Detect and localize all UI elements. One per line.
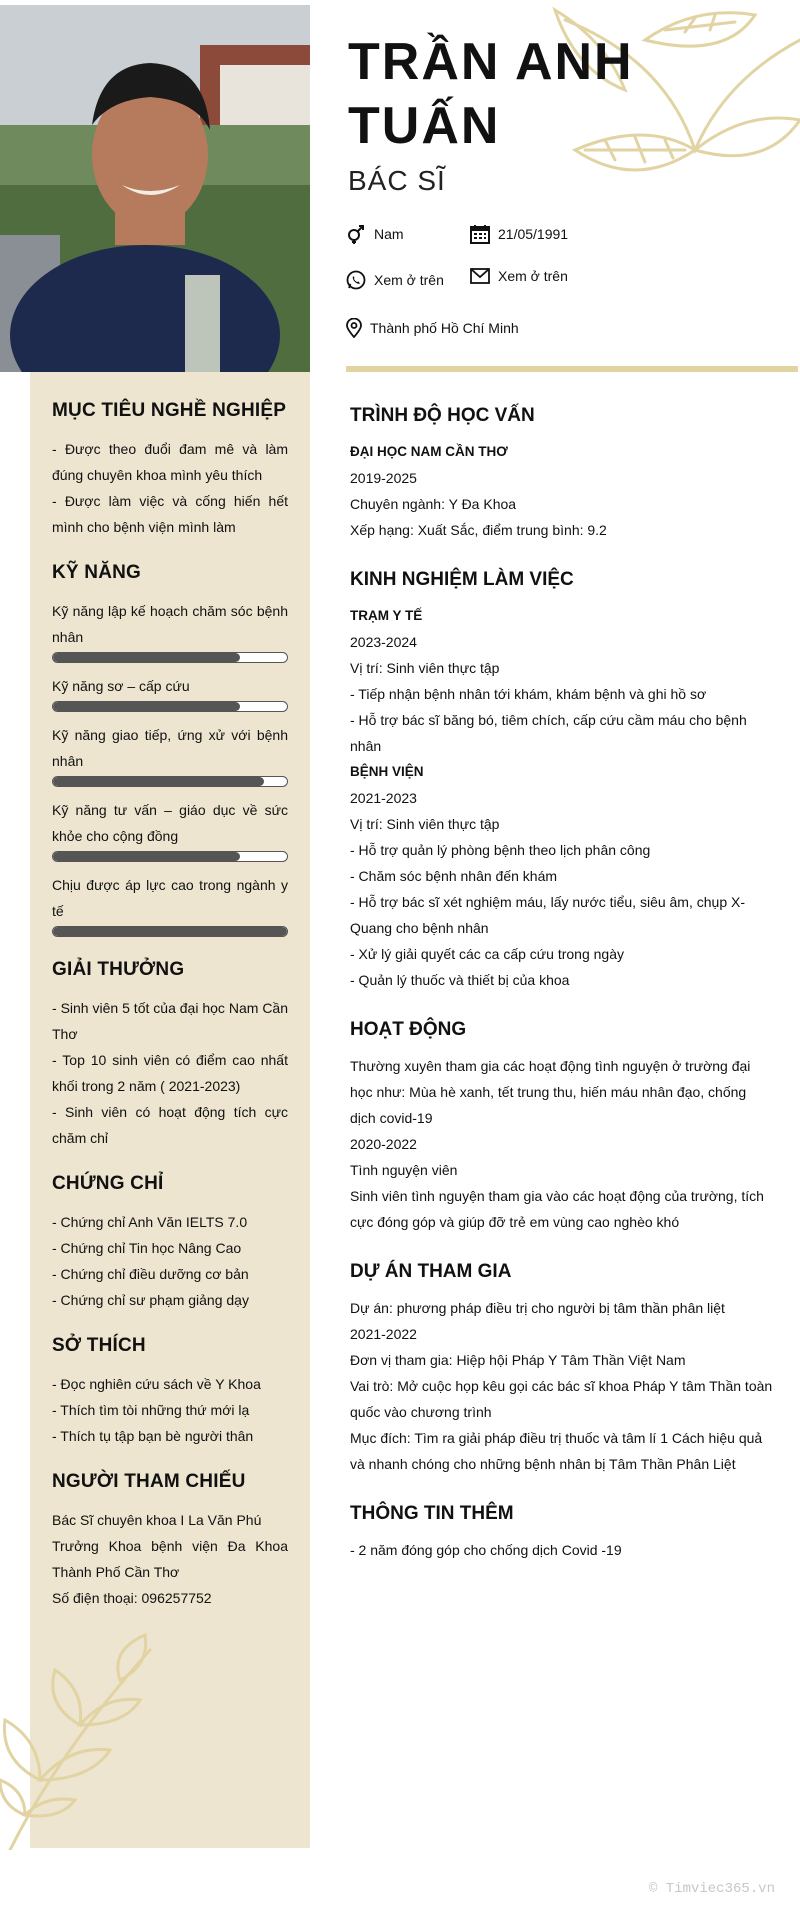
watermark-footer: © Timviec365.vn (648, 1881, 775, 1897)
certificate-line: - Chứng chỉ Anh Văn IELTS 7.0 (52, 1214, 248, 1230)
skills-heading: KỸ NĂNG (52, 562, 142, 583)
references-heading: NGƯỜI THAM CHIẾU (52, 1471, 246, 1492)
address-value: Thành phố Hồ Chí Minh (370, 320, 519, 336)
name-line-1: TRẦN ANH (348, 33, 634, 91)
reference-line: Bác Sĩ chuyên khoa I La Văn Phú (52, 1512, 262, 1528)
project-line: 2021-2022 (350, 1326, 417, 1342)
skill-bar (52, 652, 288, 663)
skill-item (52, 673, 288, 712)
skill-bar-fill (53, 653, 240, 662)
activities-section (350, 1019, 775, 1235)
skills-section (52, 562, 288, 937)
education-line: Chuyên ngành: Y Đa Khoa (350, 496, 517, 512)
skill-bar (52, 701, 288, 712)
email-value: Xem ở trên (498, 268, 568, 284)
activities-heading: HOẠT ĐỘNG (350, 1019, 467, 1040)
location-pin-icon (346, 318, 362, 338)
projects-heading: DỰ ÁN THAM GIA (350, 1261, 512, 1282)
job-title: BÁC SĨ (348, 165, 446, 196)
job-line: Vị trí: Sinh viên thực tập (350, 816, 500, 832)
certificates-heading: CHỨNG CHỈ (52, 1173, 164, 1194)
hobby-line: - Thích tụ tập bạn bè người thân (52, 1428, 254, 1444)
education-line: Xếp hạng: Xuất Sắc, điểm trung bình: 9.2 (350, 522, 607, 538)
job-org: BỆNH VIỆN (350, 764, 424, 779)
header-divider (346, 366, 798, 372)
skill-bar (52, 776, 288, 787)
skill-label: Kỹ năng tư vấn – giáo dục về sức khỏe cho cộng đồng (52, 802, 288, 844)
reference-line: Trưởng Khoa bệnh viện Đa Khoa Thành Phố Cần Thơ (52, 1538, 288, 1580)
hobby-line: - Đọc nghiên cứu sách về Y Khoa (52, 1376, 261, 1392)
activity-line: Tình nguyện viên (350, 1162, 458, 1178)
main-content (350, 405, 775, 1589)
email-info (470, 268, 568, 284)
job-line: - Xử lý giải quyết các ca cấp cứu trong ngày (350, 946, 624, 962)
calendar-icon (470, 224, 490, 244)
certificate-line: - Chứng chỉ điều dưỡng cơ bản (52, 1266, 249, 1282)
objective-line: - Được làm việc và cống hiến hết mình cho bệnh viện mình làm (52, 493, 288, 535)
extra-info-heading: THÔNG TIN THÊM (350, 1503, 514, 1524)
job-line: - Hỗ trợ bác sĩ băng bó, tiêm chích, cấp cứu cầm máu cho bệnh nhân (350, 712, 747, 754)
skill-bar-fill (53, 852, 240, 861)
skill-item (52, 722, 288, 787)
skill-item (52, 872, 288, 937)
skill-bar-fill (53, 702, 240, 711)
skill-item (52, 797, 288, 862)
job-line: - Quản lý thuốc và thiết bị của khoa (350, 972, 570, 988)
extra-info-line: - 2 năm đóng góp cho chống dịch Covid -19 (350, 1542, 622, 1558)
gender-icon (346, 224, 366, 244)
birthday-value: 21/05/1991 (498, 226, 569, 242)
project-line: Mục đích: Tìm ra giải pháp điều trị thuốc và tâm lí 1 Cách hiệu quả và nhanh chóng cho những bệnh nhân bị Tâm Thần Phân Liệt (350, 1430, 763, 1472)
award-line: - Sinh viên 5 tốt của đại học Nam Cần Thơ (52, 1000, 288, 1042)
phone-value: Xem ở trên (374, 272, 444, 288)
skill-bar-fill (53, 927, 287, 936)
hobby-line: - Thích tìm tòi những thứ mới lạ (52, 1402, 250, 1418)
objective-heading: MỤC TIÊU NGHỀ NGHIỆP (52, 400, 287, 421)
candidate-name (348, 30, 634, 158)
reference-line: Số điện thoại: 096257752 (52, 1590, 212, 1606)
awards-section (52, 959, 288, 1151)
job-line: 2021-2023 (350, 790, 417, 806)
objective-line: - Được theo đuổi đam mê và làm đúng chuyên khoa mình yêu thích (52, 441, 288, 483)
job-org: TRẠM Y TẾ (350, 608, 423, 623)
project-line: Vai trò: Mở cuộc họp kêu gọi các bác sĩ khoa Pháp Y tâm Thần toàn quốc vào chương trình (350, 1378, 773, 1420)
gender-info (346, 224, 404, 244)
job-line: - Tiếp nhận bệnh nhân tới khám, khám bệnh và ghi hồ sơ (350, 686, 707, 702)
objective-section (52, 400, 288, 540)
job-line: 2023-2024 (350, 634, 417, 650)
activity-line: 2020-2022 (350, 1136, 417, 1152)
education-school: ĐẠI HỌC NAM CẦN THƠ (350, 444, 508, 459)
awards-heading: GIẢI THƯỞNG (52, 959, 185, 980)
skill-bar (52, 851, 288, 862)
job-line: - Chăm sóc bệnh nhân đến khám (350, 868, 558, 884)
job-line: - Hỗ trợ bác sĩ xét nghiệm máu, lấy nước tiểu, siêu âm, chụp X-Quang cho bệnh nhân (350, 894, 746, 936)
certificate-line: - Chứng chỉ Tin học Nâng Cao (52, 1240, 242, 1256)
job-line: Vị trí: Sinh viên thực tập (350, 660, 500, 676)
birthday-info (470, 224, 568, 244)
skill-label: Chịu được áp lực cao trong ngành y tế (52, 877, 288, 919)
education-line: 2019-2025 (350, 470, 417, 486)
skill-bar-fill (53, 777, 264, 786)
skill-label: Kỹ năng sơ – cấp cứu (52, 678, 190, 694)
award-line: - Sinh viên có hoạt động tích cực chăm chỉ (52, 1104, 288, 1146)
award-line: - Top 10 sinh viên có điểm cao nhất khối trong 2 năm ( 2021-2023) (52, 1052, 288, 1094)
project-line: Dự án: phương pháp điều trị cho người bị tâm thần phân liệt (350, 1300, 725, 1316)
skill-item (52, 598, 288, 663)
extra-info-section (350, 1503, 775, 1563)
project-line: Đơn vị tham gia: Hiệp hội Pháp Y Tâm Thần Việt Nam (350, 1352, 686, 1368)
certificate-line: - Chứng chỉ sư phạm giảng dạy (52, 1292, 249, 1308)
education-heading: TRÌNH ĐỘ HỌC VẤN (350, 405, 535, 426)
education-section (350, 405, 775, 543)
skill-label: Kỹ năng lập kế hoạch chăm sóc bệnh nhân (52, 603, 288, 645)
hobbies-section (52, 1335, 288, 1449)
experience-section (350, 569, 775, 993)
skill-bar (52, 926, 288, 937)
phone-info (346, 270, 444, 290)
address-info (346, 318, 519, 338)
name-line-2: TUẤN (348, 97, 501, 155)
sidebar (52, 400, 288, 1633)
activity-line: Thường xuyên tham gia các hoạt động tình nguyện ở trường đại học như: Mùa hè xanh, tết trung thu, hiến máu nhân đạo, chống dịch covid-19 (350, 1058, 751, 1126)
references-section (52, 1471, 288, 1611)
projects-section (350, 1261, 775, 1477)
whatsapp-phone-icon (346, 270, 366, 290)
profile-photo (0, 5, 310, 372)
experience-heading: KINH NGHIỆM LÀM VIỆC (350, 569, 574, 590)
job-line: - Hỗ trợ quản lý phòng bệnh theo lịch phân công (350, 842, 651, 858)
certificates-section (52, 1173, 288, 1313)
mail-icon (470, 268, 490, 284)
leaf-decoration-bottom (0, 1630, 180, 1850)
gender-value: Nam (374, 226, 404, 242)
activity-line: Sinh viên tình nguyện tham gia vào các hoạt động của trường, tích cực đóng góp và giúp đỡ trẻ em vùng cao nghèo khó (350, 1188, 764, 1230)
skill-label: Kỹ năng giao tiếp, ứng xử với bệnh nhân (52, 727, 288, 769)
hobbies-heading: SỞ THÍCH (52, 1335, 146, 1356)
